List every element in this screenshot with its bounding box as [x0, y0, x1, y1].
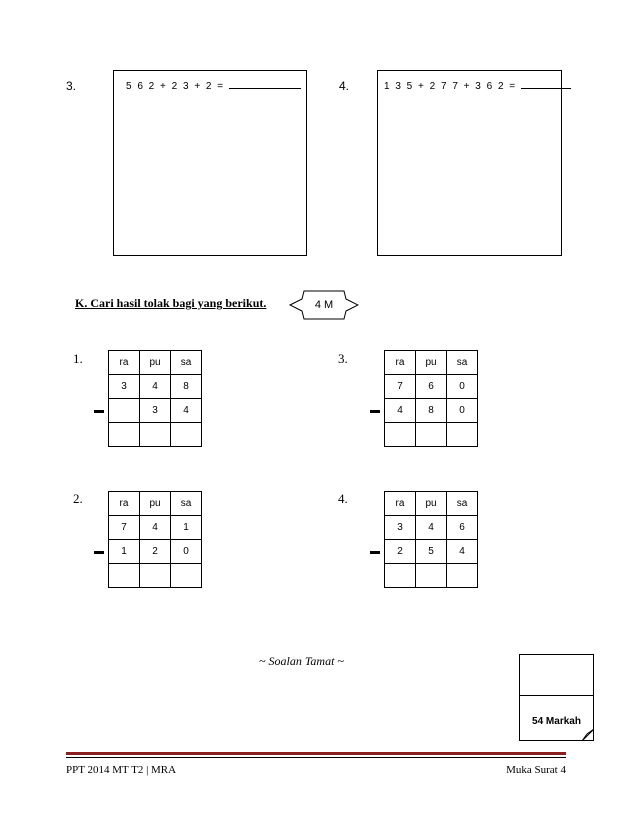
top-digit: 4: [140, 516, 171, 540]
top-digit: 4: [140, 375, 171, 399]
section-title: K. Cari hasil tolak bagi yang berikut.: [75, 296, 267, 310]
top-digit: 6: [447, 516, 478, 540]
top-digit: 7: [385, 375, 416, 399]
answer-cell[interactable]: [109, 564, 140, 588]
answer-cell[interactable]: [171, 564, 202, 588]
marks-badge: [289, 290, 359, 320]
minus-sign: [370, 410, 380, 413]
top-digit: 7: [109, 516, 140, 540]
closing-text: ~ Soalan Tamat ~: [259, 654, 344, 668]
footer-thin-rule: [66, 757, 566, 758]
question-number-4: 4.: [339, 79, 350, 93]
answer-blank-3[interactable]: [229, 79, 301, 89]
marks-box: [519, 654, 594, 741]
bottom-digit: 8: [416, 399, 447, 423]
footer-rule: [66, 752, 566, 755]
sub-grid-2: [108, 491, 202, 588]
top-digit: 3: [109, 375, 140, 399]
top-digit: 0: [447, 375, 478, 399]
answer-cell[interactable]: [171, 423, 202, 447]
bottom-digit: 4: [447, 540, 478, 564]
answer-cell[interactable]: [385, 423, 416, 447]
sub-number-3: 3.: [338, 351, 348, 366]
sub-number-4: 4.: [338, 491, 348, 506]
bottom-digit: 2: [385, 540, 416, 564]
header-sa: sa: [171, 351, 202, 375]
equation-4: [384, 79, 571, 92]
top-digit: 3: [385, 516, 416, 540]
answer-cell[interactable]: [385, 564, 416, 588]
bottom-digit: 2: [140, 540, 171, 564]
total-marks: 54 Markah: [532, 716, 581, 727]
equation-3-text: 5 6 2 + 2 3 + 2 =: [126, 81, 229, 92]
answer-cell[interactable]: [109, 423, 140, 447]
answer-blank-4[interactable]: [521, 79, 571, 89]
sub-number-2: 2.: [73, 491, 83, 506]
header-pu: pu: [416, 351, 447, 375]
answer-cell[interactable]: [416, 564, 447, 588]
top-digit: 4: [416, 516, 447, 540]
answer-cell[interactable]: [447, 423, 478, 447]
top-digit: 1: [171, 516, 202, 540]
header-pu: pu: [140, 492, 171, 516]
header-sa: sa: [171, 492, 202, 516]
header-sa: sa: [447, 351, 478, 375]
header-ra: ra: [109, 351, 140, 375]
minus-sign: [94, 551, 104, 554]
equation-4-text: 1 3 5 + 2 7 7 + 3 6 2 =: [384, 81, 521, 92]
answer-box-3[interactable]: [113, 70, 307, 256]
minus-sign: [370, 551, 380, 554]
answer-cell[interactable]: [140, 423, 171, 447]
sub-grid-4: [384, 491, 478, 588]
sub-number-1: 1.: [73, 351, 83, 366]
bottom-digit: 0: [171, 540, 202, 564]
header-ra: ra: [385, 351, 416, 375]
top-digit: 6: [416, 375, 447, 399]
bottom-digit: 3: [140, 399, 171, 423]
bottom-digit: 1: [109, 540, 140, 564]
page-curl-icon: [582, 729, 594, 741]
question-number-3: 3.: [66, 79, 77, 93]
top-digit: 8: [171, 375, 202, 399]
sub-grid-3: [384, 350, 478, 447]
equation-3: [126, 79, 301, 92]
bottom-digit: 4: [171, 399, 202, 423]
sub-grid-1: [108, 350, 202, 447]
footer-left: PPT 2014 MT T2 | MRA: [66, 764, 177, 776]
bottom-digit: 0: [447, 399, 478, 423]
answer-box-4[interactable]: [377, 70, 562, 256]
answer-cell[interactable]: [416, 423, 447, 447]
header-pu: pu: [140, 351, 171, 375]
marks-divider: [520, 695, 593, 696]
footer-right: Muka Surat 4: [506, 764, 566, 776]
header-ra: ra: [109, 492, 140, 516]
answer-cell[interactable]: [447, 564, 478, 588]
bottom-digit: 5: [416, 540, 447, 564]
header-sa: sa: [447, 492, 478, 516]
badge-text: 4 M: [314, 299, 334, 311]
answer-cell[interactable]: [140, 564, 171, 588]
header-pu: pu: [416, 492, 447, 516]
bottom-digit: [109, 399, 140, 423]
minus-sign: [94, 410, 104, 413]
header-ra: ra: [385, 492, 416, 516]
bottom-digit: 4: [385, 399, 416, 423]
